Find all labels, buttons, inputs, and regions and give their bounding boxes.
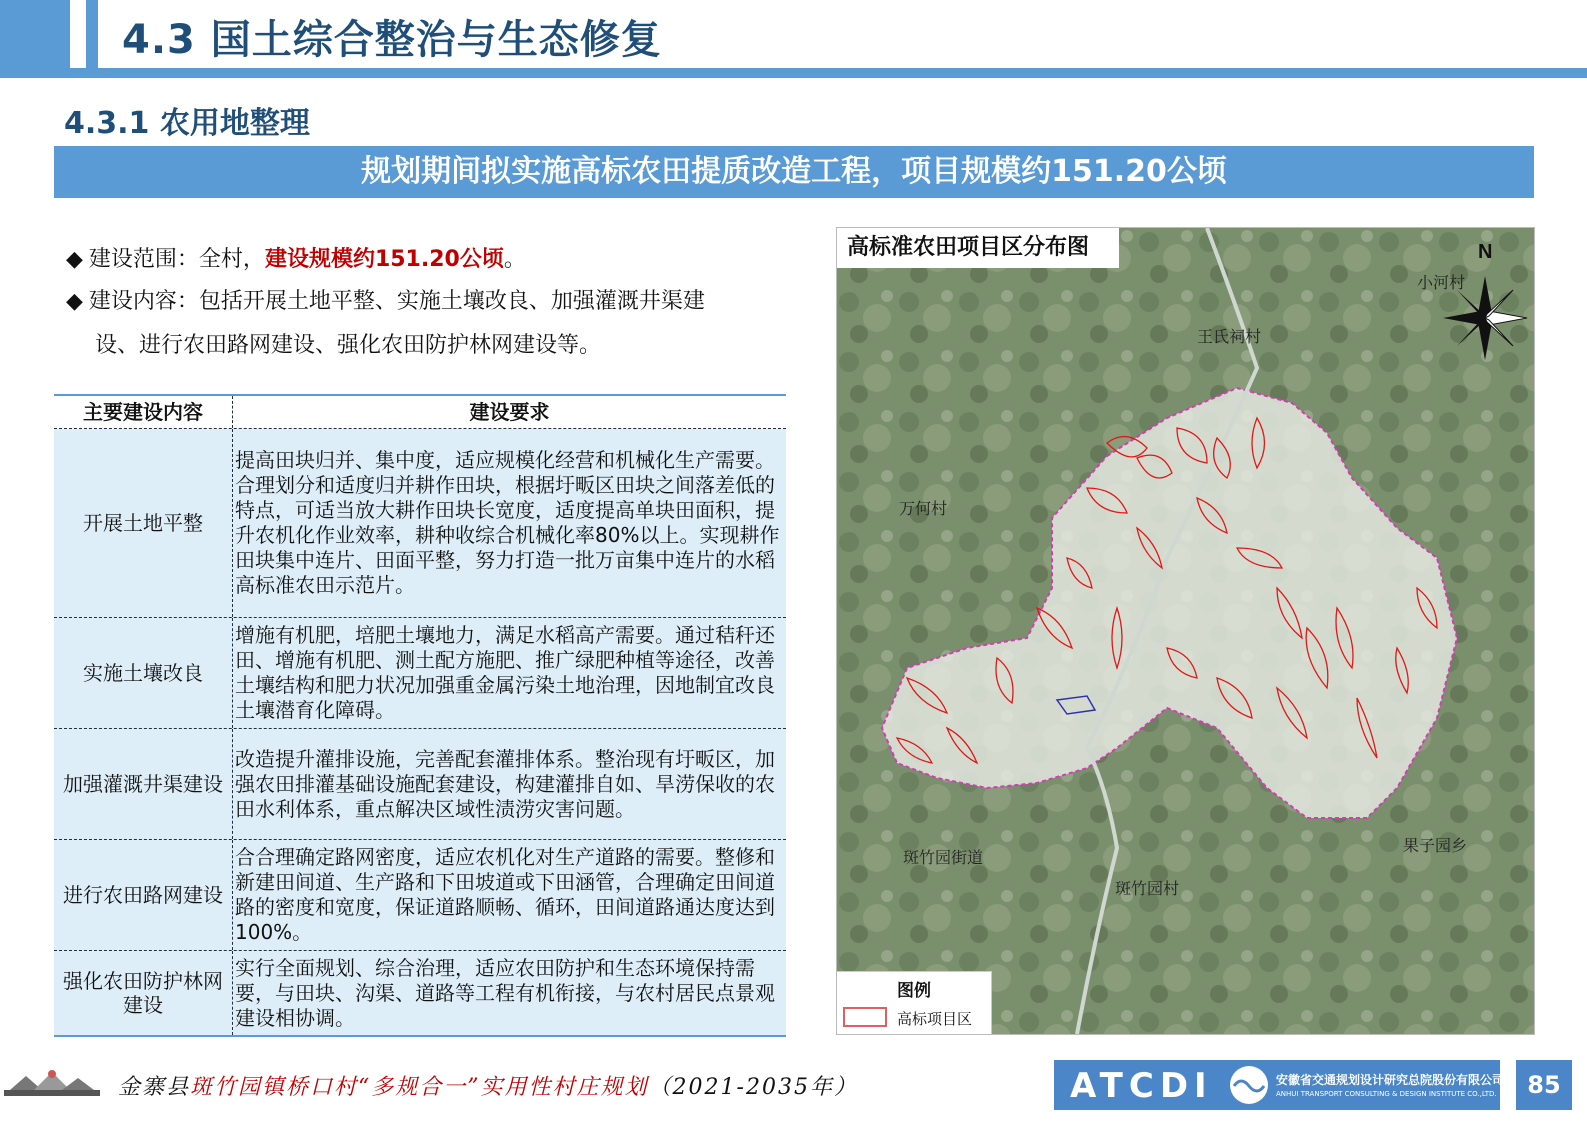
header-accent-bar <box>0 0 70 68</box>
table-cell-req: 实行全面规划、综合治理，适应农田防护和生态环境保持需要，与田块、沟渠、道路等工程有机衔接，与农村居民点景观建设相协调。 <box>235 955 775 1030</box>
table-header-req: 建设要求 <box>469 399 550 424</box>
map-label-wanhe: 万何村 <box>899 499 948 518</box>
map-label-banzhuyuan-jiedao: 斑竹园街道 <box>903 848 984 867</box>
page-title: 4.3 国土综合整治与生态修复 <box>122 17 662 63</box>
legend-item-label: 高标项目区 <box>897 1010 973 1028</box>
table-cell-req: 增施有机肥，培肥土壤地力，满足水稻高产需要。通过秸秆还田、增施有机肥、测土配方施肥、推广绿肥种植等途径，改善土壤结构和肥力状况加强重金属污染土地治理，因地制宜改良土壤潜育化障碍。 <box>235 623 775 722</box>
legend-title: 图例 <box>897 981 931 1001</box>
table-row <box>54 429 786 618</box>
diamond-bullet-icon: ◆ <box>66 289 83 314</box>
bullet-content <box>66 288 705 316</box>
footer-plan-name: “多规合一”实用性村庄规划 <box>358 1075 649 1100</box>
map-legend <box>837 971 992 1035</box>
company-name <box>1276 1073 1504 1101</box>
section-title: 4.3.1 农用地整理 <box>64 106 310 141</box>
map-label-guoziyuan: 果子园乡 <box>1403 836 1468 855</box>
company-name-en: ANHUI TRANSPORT CONSULTING & DESIGN INSTITUTE CO.,LTD. <box>1276 1090 1497 1098</box>
footer-county: 金寨县 <box>118 1075 191 1100</box>
table-header-item: 主要建设内容 <box>54 396 233 428</box>
table-cell-item: 加强灌溉井渠建设 <box>54 729 233 839</box>
summary-banner: 规划期间拟实施高标农田提质改造工程，项目规模约151.20公顷 <box>54 146 1534 198</box>
company-emblem-icon <box>1228 1064 1270 1106</box>
table-row <box>54 729 786 840</box>
north-label: N <box>1478 241 1493 263</box>
table-cell-item: 实施土壤改良 <box>54 618 233 728</box>
table-header-row <box>54 394 786 429</box>
bullet-scope <box>66 246 526 274</box>
legend-swatch-icon <box>843 1007 887 1027</box>
village-logo-icon <box>4 1064 100 1102</box>
bullet-content-line1: 建设内容：包括开展土地平整、实施土壤改良、加强灌溉井渠建 <box>88 289 705 314</box>
header-accent-bar-thin <box>86 0 98 68</box>
table-row <box>54 618 786 729</box>
company-name-cn: 安徽省交通规划设计研究总院股份有限公司 <box>1276 1073 1505 1087</box>
page-number: 85 <box>1516 1060 1572 1110</box>
diamond-bullet-icon: ◆ <box>66 247 83 272</box>
map-imagery <box>837 228 1534 1034</box>
bullet-scope-highlight: 建设规模约151.20公顷 <box>264 247 504 272</box>
farmland-distribution-map <box>836 227 1535 1035</box>
company-logo: ATCDI <box>1070 1066 1213 1106</box>
table-row <box>54 840 786 951</box>
bullet-scope-suffix: 。 <box>503 247 526 272</box>
table-cell-item: 开展土地平整 <box>54 429 233 617</box>
construction-table <box>54 394 786 1037</box>
map-label-wangshici: 王氏祠村 <box>1197 327 1262 346</box>
table-row <box>54 951 786 1037</box>
map-label-banzhuyuan-cun: 斑竹园村 <box>1115 879 1180 898</box>
bullet-content-line2: 设、进行农田路网建设、强化农田防护林网建设等。 <box>95 333 602 358</box>
bullet-scope-prefix: 建设范围：全村， <box>88 247 265 272</box>
header-divider <box>0 68 1587 78</box>
table-cell-item: 进行农田路网建设 <box>54 840 233 950</box>
footer-village: 斑竹园镇桥口村 <box>190 1075 359 1100</box>
table-cell-item: 强化农田防护林网建设 <box>54 951 233 1035</box>
map-title: 高标准农田项目区分布图 <box>837 228 1119 268</box>
table-cell-req: 改造提升灌排设施，完善配套灌排体系。整治现有圩畈区，加强农田排灌基础设施配套建设，构建灌排自如、旱涝保收的农田水利体系，重点解决区域性渍涝灾害问题。 <box>235 746 775 821</box>
table-cell-req: 合合理确定路网密度，适应农机化对生产道路的需要。整修和新建田间道、生产路和下田坡道或下田涵管，合理确定田间道路的密度和宽度，保证道路顺畅、循环，田间道路通达度达到100%。 <box>235 845 775 944</box>
footer-project-title <box>118 1070 858 1101</box>
map-label-xiaohe: 小河村 <box>1417 273 1466 292</box>
table-cell-req: 提高田块归并、集中度，适应规模化经营和机械化生产需要。合理划分和适度归并耕作田块，根据圩畈区田块之间落差低的特点，可适当放大耕作田块长宽度，适度提高单块田面积，提升农机化作业效率，耕种收综合机械化率80%以上。实现耕作田块集中连片、田面平整，努力打造一批万亩集中连片的水稻高标准农田示范片。 <box>235 448 780 597</box>
footer-period: （2021-2035年） <box>648 1075 858 1100</box>
